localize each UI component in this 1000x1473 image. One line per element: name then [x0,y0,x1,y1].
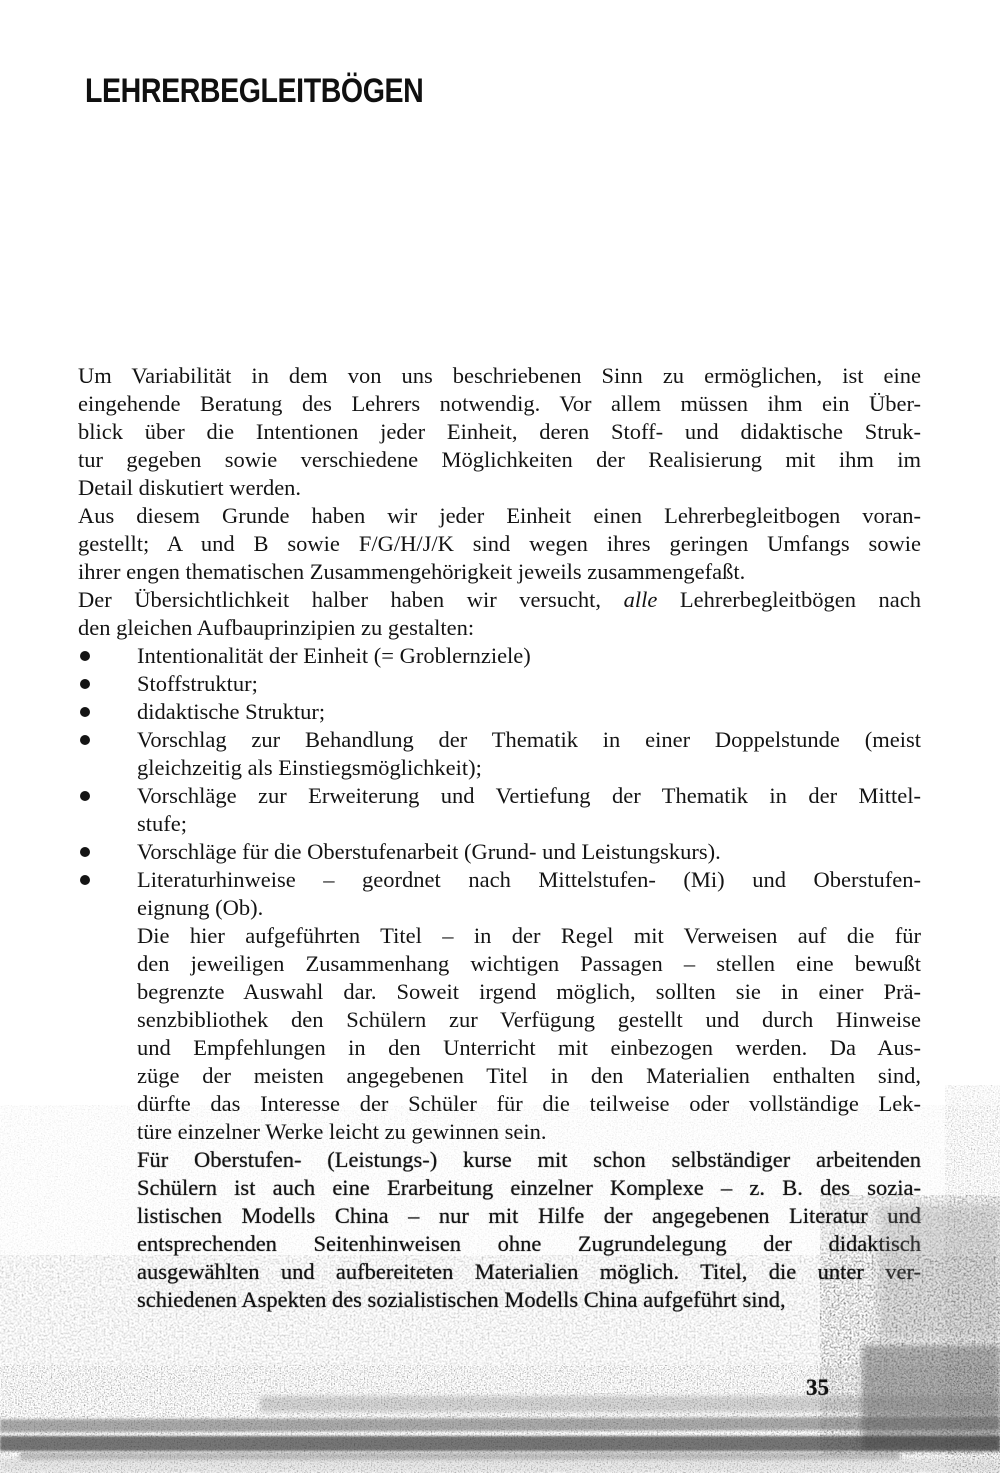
page-number: 35 [806,1375,829,1400]
text-line: didaktische Struktur; [137,699,326,724]
text-line: Um Variabilität in dem von uns beschriebenen Sinn zu ermöglichen, ist eine [78,363,921,388]
paragraph [137,1146,921,1314]
text-line: Aus diesem Grunde haben wir jeder Einheit einen Lehrerbegleitbogen voran- [78,503,921,528]
bullet-icon [80,875,90,885]
text-line: Der Übersichtlichkeit halber haben wir versucht, alle Lehrerbegleitbögen nach [78,587,922,612]
text-line: den gleichen Aufbauprinzipien zu gestalten: [78,615,475,640]
paragraph [78,502,921,586]
text-line: ausgewählten und aufbereiteten Materialien möglich. Titel, die unter ver- [137,1259,921,1284]
body-text [78,362,921,1314]
text-line: gestellt; A und B sowie F/G/H/J/K sind wegen ihres geringen Umfangs sowie [78,531,921,556]
text-line: den jeweiligen Zusammenhang wichtigen Passagen – stellen eine bewußt [137,951,921,976]
text-line: entsprechenden Seitenhinweisen ohne Zugrundelegung der didaktisch [137,1231,921,1256]
text-line: tur gegeben sowie verschiedene Möglichkeiten der Realisierung mit ihm im [78,447,921,472]
bullet-icon [80,679,90,689]
text-line: blick über die Intentionen jeder Einheit, deren Stoff- und didaktische Struk- [78,419,921,444]
text-line: und Empfehlungen in den Unterricht mit einbezogen werden. Da Aus- [137,1035,921,1060]
bullet-icon [80,847,90,857]
text-line: Für Oberstufen- (Leistungs-) kurse mit schon selbständiger arbeitenden [137,1147,921,1172]
bullet-icon [80,791,90,801]
text-line: gleichzeitig als Einstiegsmöglichkeit); [137,755,482,780]
text-line: Stoffstruktur; [137,671,258,696]
text-line: Detail diskutiert werden. [78,475,302,500]
scan-smudge-band [0,1436,1000,1451]
bullet-icon [80,707,90,717]
text-line: eignung (Ob). [137,895,264,920]
text-line: türe einzelner Werke leicht zu gewinnen sein. [137,1119,547,1144]
bullet-icon [80,651,90,661]
text-line: züge der meisten angegebenen Titel in den Materialien enthalten sind, [137,1063,921,1088]
scan-smudge-band [260,1396,1000,1412]
bullet-icon [80,735,90,745]
text-line: Vorschläge für die Oberstufenarbeit (Grund- und Leistungskurs). [137,839,721,864]
bullet-item [137,642,921,670]
scan-blotch [862,1345,1000,1450]
scan-smudge-band [0,1417,1000,1433]
text-line: Die hier aufgeführten Titel – in der Regel mit Verweisen auf die für [137,923,921,948]
text-line: ihrer engen thematischen Zusammengehörigkeit jeweils zusammengefaßt. [78,559,746,584]
bullet-item [137,698,921,726]
paragraph [137,922,921,1146]
bullet-item [137,838,921,866]
text-line: dürfte das Interesse der Schüler für die teilweise oder vollständige Lek- [137,1091,921,1116]
text-line: Literaturhinweise – geordnet nach Mittelstufen- (Mi) und Oberstufen- [137,867,921,892]
text-line: listischen Modells China – nur mit Hilfe der angegebenen Literatur und [137,1203,921,1228]
text-line: senzbibliothek den Schülern zur Verfügung gestellt und durch Hinweise [137,1007,921,1032]
text-line: Vorschlag zur Behandlung der Thematik in einer Doppelstunde (meist [137,727,921,752]
text-line: begrenzte Auswahl dar. Soweit irgend möglich, sollten sie in einer Prä- [137,979,921,1004]
paragraph [78,362,921,502]
text-line: Vorschläge zur Erweiterung und Vertiefung der Thematik in der Mittel- [137,783,921,808]
page-title: LEHRERBEGLEITBÖGEN [85,72,424,110]
text-line: Schülern ist auch eine Erarbeitung einzelner Komplexe – z. B. des sozia- [137,1175,921,1200]
bullet-item [137,726,921,782]
text-line: stufe; [137,811,187,836]
text-line: schiedenen Aspekten des sozialistischen Modells China aufgeführt sind, [137,1287,786,1312]
paragraph [78,586,921,642]
bullet-item [137,866,921,922]
text-line: eingehende Beratung des Lehrers notwendig. Vor allem müssen ihm ein Über- [78,391,921,416]
text-line: Intentionalität der Einheit (= Groblernziele) [137,643,531,668]
scan-smudge-band [20,1452,900,1460]
bullet-item [137,782,921,838]
bullet-item [137,670,921,698]
scan-smudge-band [0,1458,1000,1473]
